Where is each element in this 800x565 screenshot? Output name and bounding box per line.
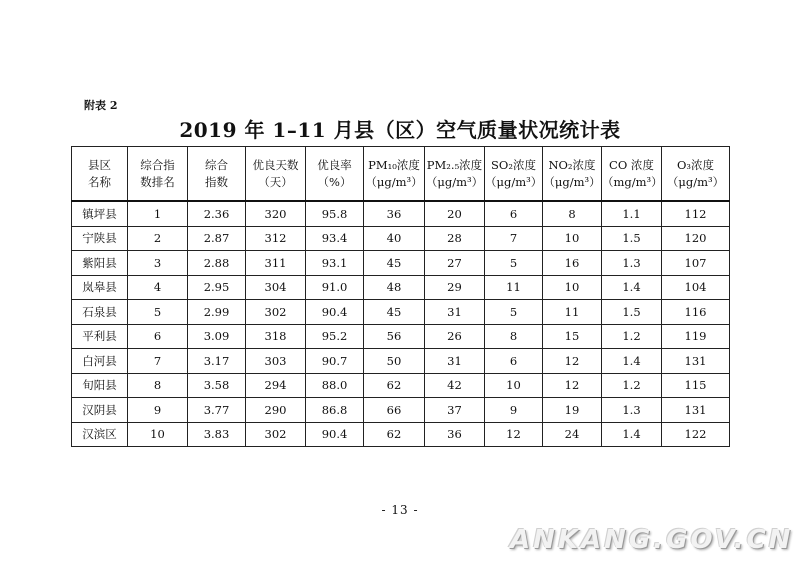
table-cell: 4: [128, 275, 188, 300]
table-cell: 6: [485, 349, 543, 374]
column-header: [128, 147, 188, 202]
table-cell: 27: [425, 251, 485, 276]
table-cell: 302: [246, 422, 306, 447]
table-cell: 48: [364, 275, 425, 300]
table-row: [72, 300, 730, 325]
table-cell: 8: [485, 324, 543, 349]
table-cell: 304: [246, 275, 306, 300]
table-cell: 107: [662, 251, 730, 276]
table-cell: 320: [246, 201, 306, 226]
column-header-line2: 名称: [88, 174, 111, 189]
table-cell: 86.8: [306, 398, 364, 423]
county-name-cell: 汉阴县: [72, 398, 128, 423]
table-cell: 112: [662, 201, 730, 226]
column-header-line2: （mg/m³）: [602, 174, 663, 189]
table-cell: 40: [364, 226, 425, 251]
table-cell: 95.2: [306, 324, 364, 349]
table-cell: 2.88: [188, 251, 246, 276]
table-cell: 3.17: [188, 349, 246, 374]
column-header-line1: PM₁₀浓度: [368, 157, 420, 172]
table-cell: 29: [425, 275, 485, 300]
table-cell: 3.77: [188, 398, 246, 423]
table-cell: 11: [543, 300, 602, 325]
column-header-line2: （μg/m³）: [365, 174, 423, 189]
table-cell: 116: [662, 300, 730, 325]
table-cell: 42: [425, 373, 485, 398]
table-cell: 3.58: [188, 373, 246, 398]
table-cell: 24: [543, 422, 602, 447]
table-cell: 5: [485, 300, 543, 325]
column-header-line1: 优良率: [317, 157, 352, 172]
column-header: [246, 147, 306, 202]
table-cell: 8: [128, 373, 188, 398]
table-cell: 120: [662, 226, 730, 251]
table-cell: 1.4: [602, 422, 662, 447]
table-row: [72, 422, 730, 447]
table-cell: 95.8: [306, 201, 364, 226]
county-name-cell: 紫阳县: [72, 251, 128, 276]
table-cell: 62: [364, 422, 425, 447]
county-name-cell: 石泉县: [72, 300, 128, 325]
table-cell: 2.99: [188, 300, 246, 325]
table-cell: 302: [246, 300, 306, 325]
table-cell: 15: [543, 324, 602, 349]
column-header-line1: 综合: [205, 157, 228, 172]
table-cell: 36: [425, 422, 485, 447]
table-cell: 131: [662, 349, 730, 374]
table-cell: 2.36: [188, 201, 246, 226]
page-number: - 13 -: [381, 503, 419, 517]
column-header-line2: （μg/m³）: [666, 174, 725, 189]
table-cell: 131: [662, 398, 730, 423]
table-cell: 20: [425, 201, 485, 226]
county-name-cell: 镇坪县: [72, 201, 128, 226]
table-cell: 115: [662, 373, 730, 398]
table-cell: 62: [364, 373, 425, 398]
column-header-line1: 县区: [88, 157, 111, 172]
table-cell: 10: [128, 422, 188, 447]
column-header-line1: SO₂浓度: [491, 157, 536, 172]
column-header-line2: （天）: [258, 174, 293, 189]
table-row: [72, 324, 730, 349]
air-quality-table: [71, 146, 730, 447]
table-cell: 28: [425, 226, 485, 251]
column-header: [602, 147, 662, 202]
table-cell: 93.1: [306, 251, 364, 276]
table-cell: 10: [543, 226, 602, 251]
table-cell: 12: [543, 373, 602, 398]
table-cell: 1.2: [602, 373, 662, 398]
table-row: [72, 251, 730, 276]
table-row: [72, 201, 730, 226]
table-cell: 318: [246, 324, 306, 349]
table-cell: 16: [543, 251, 602, 276]
table-cell: 19: [543, 398, 602, 423]
table-cell: 91.0: [306, 275, 364, 300]
table-cell: 1.1: [602, 201, 662, 226]
table-cell: 45: [364, 251, 425, 276]
table-cell: 3.09: [188, 324, 246, 349]
county-name-cell: 旬阳县: [72, 373, 128, 398]
appendix-label: 附表 2: [84, 99, 118, 112]
table-cell: 66: [364, 398, 425, 423]
table-cell: 88.0: [306, 373, 364, 398]
table-cell: 1.5: [602, 226, 662, 251]
table-cell: 45: [364, 300, 425, 325]
column-header-line1: NO₂浓度: [548, 157, 596, 172]
table-cell: 9: [128, 398, 188, 423]
county-name-cell: 岚皋县: [72, 275, 128, 300]
column-header-line2: （μg/m³）: [485, 174, 543, 189]
table-cell: 122: [662, 422, 730, 447]
table-cell: 294: [246, 373, 306, 398]
table-cell: 303: [246, 349, 306, 374]
column-header-line1: 优良天数: [252, 157, 299, 172]
watermark-logo: ANKANG.GOV.CN: [510, 525, 794, 555]
table-cell: 11: [485, 275, 543, 300]
column-header: [543, 147, 602, 202]
table-cell: 1.3: [602, 251, 662, 276]
table-cell: 3.83: [188, 422, 246, 447]
column-header: [485, 147, 543, 202]
table-cell: 1.3: [602, 398, 662, 423]
table-cell: 90.7: [306, 349, 364, 374]
column-header: [72, 147, 128, 202]
table-cell: 8: [543, 201, 602, 226]
table-cell: 2.95: [188, 275, 246, 300]
table-cell: 7: [128, 349, 188, 374]
table-cell: 31: [425, 300, 485, 325]
table-title: 2019 年 1–11 月县（区）空气质量状况统计表: [179, 118, 621, 142]
header-row: [72, 147, 730, 202]
table-cell: 50: [364, 349, 425, 374]
county-name-cell: 宁陕县: [72, 226, 128, 251]
table-cell: 93.4: [306, 226, 364, 251]
column-header-line1: O₃浓度: [676, 157, 715, 172]
table-cell: 104: [662, 275, 730, 300]
table-row: [72, 373, 730, 398]
table-row: [72, 226, 730, 251]
county-name-cell: 汉滨区: [72, 422, 128, 447]
table-cell: 56: [364, 324, 425, 349]
table-cell: 290: [246, 398, 306, 423]
column-header-line2: （%）: [317, 174, 352, 189]
table-cell: 12: [543, 349, 602, 374]
table-cell: 2.87: [188, 226, 246, 251]
table-cell: 7: [485, 226, 543, 251]
table-cell: 1.2: [602, 324, 662, 349]
table-body: [72, 201, 730, 447]
table-cell: 31: [425, 349, 485, 374]
table-cell: 10: [543, 275, 602, 300]
column-header-line1: 综合指: [140, 157, 175, 172]
column-header: [425, 147, 485, 202]
table-cell: 1.4: [602, 275, 662, 300]
table-cell: 37: [425, 398, 485, 423]
table-cell: 6: [485, 201, 543, 226]
table-row: [72, 275, 730, 300]
column-header-line2: 指数: [205, 174, 228, 189]
table-cell: 1: [128, 201, 188, 226]
table-cell: 90.4: [306, 300, 364, 325]
table-row: [72, 398, 730, 423]
column-header-line2: （μg/m³）: [425, 174, 484, 189]
table-cell: 119: [662, 324, 730, 349]
column-header: [306, 147, 364, 202]
column-header-line1: CO 浓度: [609, 157, 654, 172]
table-cell: 311: [246, 251, 306, 276]
table-cell: 26: [425, 324, 485, 349]
column-header-line2: 数排名: [140, 174, 175, 189]
column-header: [188, 147, 246, 202]
table-cell: 3: [128, 251, 188, 276]
table-cell: 5: [128, 300, 188, 325]
table-cell: 6: [128, 324, 188, 349]
table-cell: 1.4: [602, 349, 662, 374]
table-cell: 312: [246, 226, 306, 251]
table-row: [72, 349, 730, 374]
table-cell: 2: [128, 226, 188, 251]
column-header-line2: （μg/m³）: [543, 174, 601, 189]
table-cell: 12: [485, 422, 543, 447]
table-cell: 5: [485, 251, 543, 276]
table-cell: 36: [364, 201, 425, 226]
table-header: [72, 147, 730, 202]
table-cell: 1.5: [602, 300, 662, 325]
county-name-cell: 平利县: [72, 324, 128, 349]
county-name-cell: 白河县: [72, 349, 128, 374]
column-header: [364, 147, 425, 202]
table-cell: 90.4: [306, 422, 364, 447]
table-cell: 10: [485, 373, 543, 398]
column-header: [662, 147, 730, 202]
column-header-line1: PM₂.₅浓度: [426, 157, 483, 172]
table-cell: 9: [485, 398, 543, 423]
